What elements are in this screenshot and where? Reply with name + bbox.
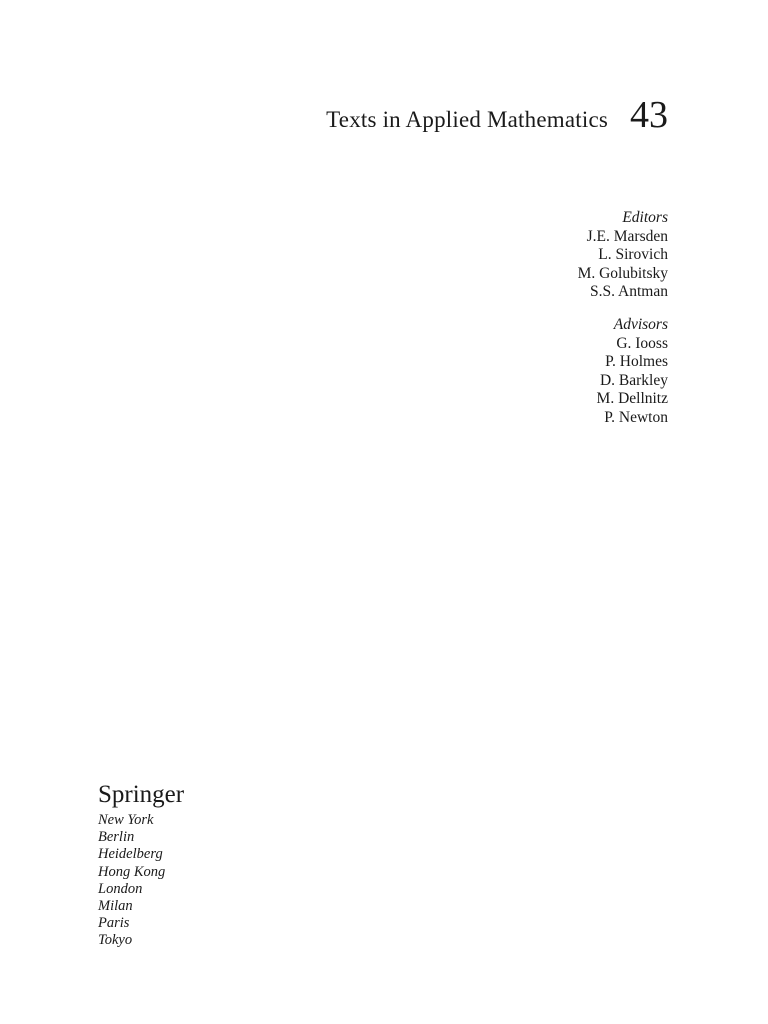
editor-name: J.E. Marsden bbox=[586, 227, 668, 245]
publisher-city: Berlin bbox=[98, 829, 135, 846]
advisor-name: P. Holmes bbox=[605, 353, 668, 371]
editor-name: L. Sirovich bbox=[598, 246, 668, 264]
series-title: Texts in Applied Mathematics bbox=[326, 107, 608, 132]
publisher-city: Heidelberg bbox=[98, 846, 163, 863]
advisor-name: D. Barkley bbox=[599, 371, 668, 389]
advisors-heading: Advisors bbox=[613, 316, 668, 333]
publisher-name: Springer bbox=[98, 781, 185, 808]
series-number: 43 bbox=[630, 94, 668, 136]
advisor-name: G. Iooss bbox=[616, 334, 668, 352]
advisors-block bbox=[597, 316, 668, 428]
advisor-name: M. Dellnitz bbox=[596, 390, 668, 408]
editors-block bbox=[578, 209, 668, 302]
advisor-name: P. Newton bbox=[604, 408, 668, 426]
editor-name: M. Golubitsky bbox=[577, 264, 668, 282]
publisher-city: Hong Kong bbox=[98, 863, 166, 880]
publisher-city: Tokyo bbox=[98, 932, 133, 949]
series-header bbox=[326, 96, 668, 134]
editors-heading: Editors bbox=[622, 209, 668, 226]
publisher-city: Milan bbox=[98, 898, 133, 915]
publisher-block bbox=[98, 780, 184, 950]
publisher-city: London bbox=[98, 880, 143, 897]
publisher-city: Paris bbox=[98, 915, 130, 932]
editor-name: S.S. Antman bbox=[590, 283, 668, 301]
publisher-city: New York bbox=[98, 812, 154, 828]
